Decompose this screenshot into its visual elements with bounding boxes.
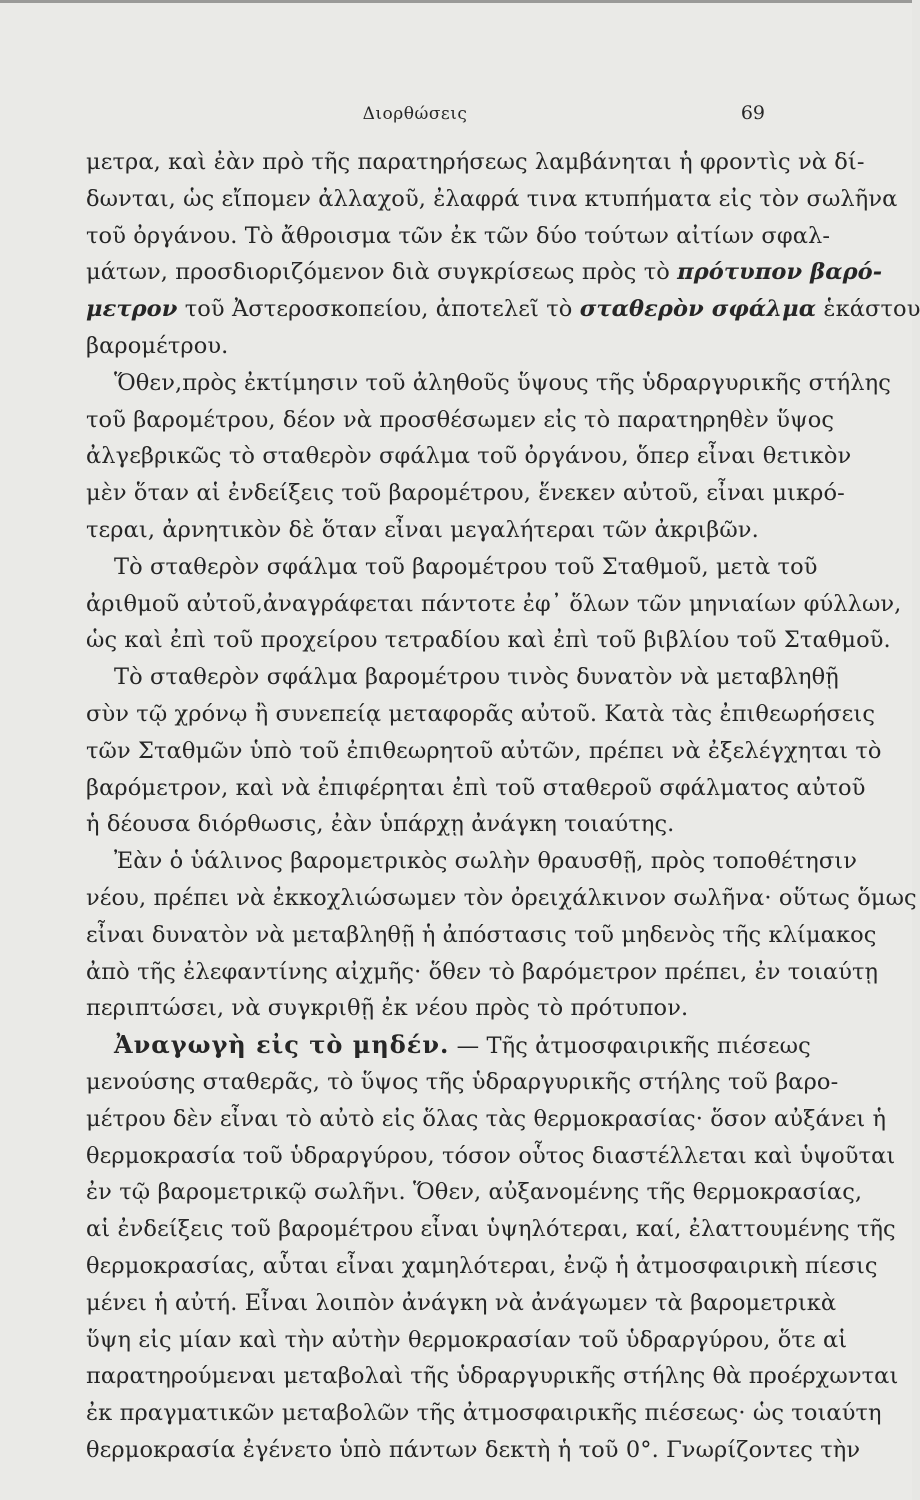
text-line: νέου, πρέπει νὰ ἐκκοχλιώσωμεν τὸν ὀρειχάλκινον σωλῆνα· οὕτως ὅμως bbox=[86, 884, 917, 911]
page-header bbox=[0, 100, 912, 130]
text-line bbox=[86, 1027, 811, 1064]
text-line: βαρόμετρον, καὶ νὰ ἐπιφέρηται ἐπὶ τοῦ σταθεροῦ σφάλματος αὐτοῦ bbox=[86, 774, 866, 801]
text-line: τῶν Σταθμῶν ὑπὸ τοῦ ἐπιθεωρητοῦ αὐτῶν, πρέπει νὰ ἐξελέγχηται τὸ bbox=[86, 737, 882, 764]
text-line: θερμοκρασίας, αὗται εἶναι χαμηλότεραι, ἐνῷ ἡ ἀτμοσφαιρικὴ πίεσις bbox=[86, 1252, 878, 1279]
text-line: βαρομέτρου. bbox=[86, 332, 229, 359]
text-line: ἐκ πραγματικῶν μεταβολῶν τῆς ἀτμοσφαιρικῆς πιέσεως· ὡς τοιαύτη bbox=[86, 1400, 882, 1427]
text-line: Ὅθεν,πρὸς ἐκτίμησιν τοῦ ἀληθοῦς ὕψους τῆς ὑδραργυρικῆς στήλης bbox=[114, 369, 891, 396]
text-line: Τὸ σταθερὸν σφάλμα τοῦ βαρομέτρου τοῦ Σταθμοῦ, μετὰ τοῦ bbox=[114, 553, 818, 580]
text-line: μένει ἡ αὐτή. Εἶναι λοιπὸν ἀνάγκη νὰ ἀνάγωμεν τὰ βαρομετρικὰ bbox=[86, 1289, 837, 1316]
text-run: — Τῆς ἀτμοσφαιρικῆς πιέσεως bbox=[456, 1033, 811, 1060]
body-text bbox=[86, 144, 920, 1469]
text-line: τοῦ ὀργάνου. Τὸ ἄθροισμα τῶν ἐκ τῶν δύο τούτων αἰτίων σφαλ- bbox=[86, 222, 831, 249]
page-number: 69 bbox=[740, 102, 765, 124]
running-head: Διορθώσεις bbox=[362, 104, 468, 124]
text-line: ἐν τῷ βαρομετρικῷ σωλῆνι. Ὅθεν, αὐξανομένης τῆς θερμοκρασίας, bbox=[86, 1179, 863, 1206]
text-line: παρατηρούμεναι μεταβολαὶ τῆς ὑδραργυρικῆς στήλης θὰ προέρχωνται bbox=[86, 1363, 899, 1390]
text-line bbox=[86, 254, 883, 291]
text-line: μενούσης σταθερᾶς, τὸ ὕψος τῆς ὑδραργυρικῆς στήλης τοῦ βαρο- bbox=[86, 1068, 839, 1095]
text-line: ἡ δέουσα διόρθωσις, ἐὰν ὑπάρχῃ ἀνάγκη τοιαύτης. bbox=[86, 811, 675, 838]
text-line: ὕψη εἰς μίαν καὶ τὴν αὐτὴν θερμοκρασίαν τοῦ ὑδραργύρου, ὅτε αἱ bbox=[86, 1326, 848, 1353]
text-line: περιπτώσει, νὰ συγκριθῇ ἐκ νέου πρὸς τὸ πρότυπον. bbox=[86, 995, 689, 1022]
text-line: ὡς καὶ ἐπὶ τοῦ προχείρου τετραδίου καὶ ἐπὶ τοῦ βιβλίου τοῦ Σταθμοῦ. bbox=[86, 627, 891, 654]
text-line bbox=[86, 291, 920, 328]
text-line: Τὸ σταθερὸν σφάλμα βαρομέτρου τινὸς δυνατὸν νὰ μεταβληθῇ bbox=[114, 664, 839, 691]
text-run: ἑκάστου bbox=[823, 296, 920, 323]
text-line: τεραι, ἀρνητικὸν δὲ ὅταν εἶναι μεγαλήτεραι τῶν ἀκριβῶν. bbox=[86, 516, 759, 543]
text-line: αἱ ἐνδείξεις τοῦ βαρομέτρου εἶναι ὑψηλότεραι, καί, ἐλαττουμένης τῆς bbox=[86, 1216, 896, 1243]
text-line: μετρα, καὶ ἐὰν πρὸ τῆς παρατηρήσεως λαμβάνηται ἡ φροντὶς νὰ δί- bbox=[86, 149, 865, 175]
text-line: ἀλγεβρικῶς τὸ σταθερὸν σφάλμα τοῦ ὀργάνου, ὅπερ εἶναι θετικὸν bbox=[86, 443, 852, 470]
text-line: ἀπὸ τῆς ἐλεφαντίνης αἰχμῆς· ὅθεν τὸ βαρόμετρον πρέπει, ἐν τοιαύτῃ bbox=[86, 958, 879, 985]
text-line: μὲν ὅταν αἱ ἐνδείξεις τοῦ βαρομέτρου, ἕνεκεν αὐτοῦ, εἶναι μικρό- bbox=[86, 480, 845, 507]
emphasis-term: πρότυπον βαρό- bbox=[677, 259, 883, 286]
text-line: θερμοκρασία ἐγένετο ὑπὸ πάντων δεκτὴ ἡ τοῦ 0°. Γνωρίζοντες τὴν bbox=[86, 1436, 861, 1463]
text-line: θερμοκρασία τοῦ ὑδραργύρου, τόσον οὗτος διαστέλλεται καὶ ὑψοῦται bbox=[86, 1142, 896, 1169]
text-line: σὺν τῷ χρόνῳ ἢ συνεπείᾳ μεταφορᾶς αὐτοῦ. Κατὰ τὰς ἐπιθεωρήσεις bbox=[86, 700, 876, 727]
text-line: δωνται, ὡς εἴπομεν ἀλλαχοῦ, ἐλαφρά τινα κτυπήματα εἰς τὸν σωλῆνα bbox=[86, 185, 898, 212]
text-line: τοῦ βαρομέτρου, δέον νὰ προσθέσωμεν εἰς τὸ παρατηρηθὲν ὕψος bbox=[86, 406, 835, 433]
text-line: μέτρου δὲν εἶναι τὸ αὐτὸ εἰς ὅλας τὰς θερμοκρασίας· ὅσον αὐξάνει ἡ bbox=[86, 1105, 887, 1132]
section-heading: Ἀναγωγὴ εἰς τὸ μηδέν. bbox=[114, 1030, 450, 1060]
text-run: τοῦ Ἀστεροσκοπείου, ἀποτελεῖ τὸ bbox=[184, 296, 573, 323]
text-line: ἀριθμοῦ αὐτοῦ,ἀναγράφεται πάντοτε ἐφ᾽ ὅλων τῶν μηνιαίων φύλλων, bbox=[86, 590, 902, 617]
scan-edge bbox=[0, 0, 912, 3]
text-line: εἶναι δυνατὸν νὰ μεταβληθῇ ἡ ἀπόστασις τοῦ μηδενὸς τῆς κλίμακος bbox=[86, 921, 877, 948]
text-line: Ἐὰν ὁ ὑάλινος βαρομετρικὸς σωλὴν θραυσθῇ, πρὸς τοποθέτησιν bbox=[114, 848, 858, 875]
emphasis-term: σταθερὸν σφάλμα bbox=[579, 296, 817, 323]
text-run: μάτων, προσδιοριζόμενον διὰ συγκρίσεως πρὸς τὸ bbox=[86, 259, 670, 286]
emphasis-term: μετρον bbox=[86, 296, 178, 323]
